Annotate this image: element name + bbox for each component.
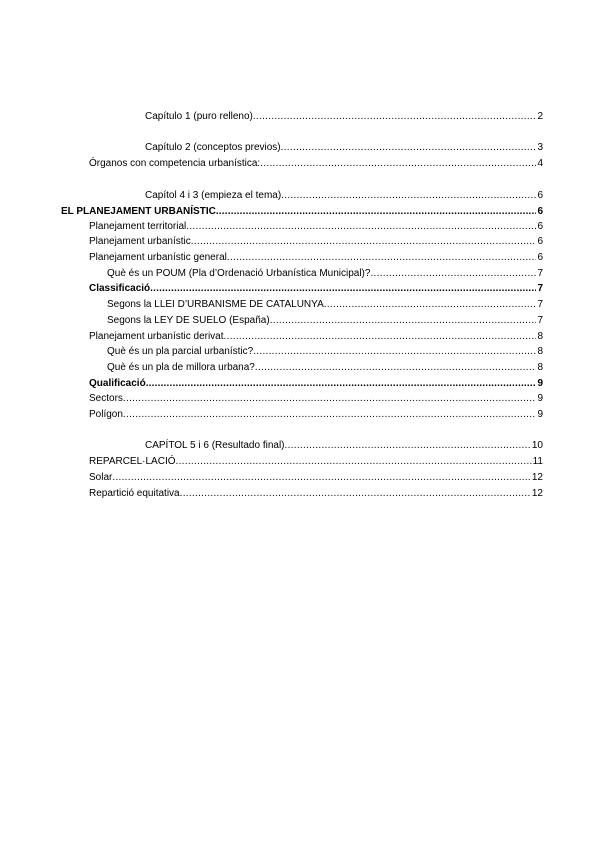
toc-entry-segons-ley-suelo[interactable]: [107, 314, 543, 328]
toc-entry-classificacio[interactable]: [89, 282, 543, 296]
toc-entry-pla-millora-urbana[interactable]: [107, 361, 543, 375]
toc-entry-label: Solar: [89, 472, 113, 483]
toc-entry-page-number: 11: [532, 456, 543, 467]
toc-entry-page-number: 9: [537, 409, 543, 420]
dot-leader: [370, 267, 536, 281]
dot-leader: [260, 157, 536, 171]
toc-entry-page-number: 6: [537, 221, 543, 232]
dot-leader: [176, 455, 532, 469]
toc-entry-capitulo-1[interactable]: [145, 110, 543, 124]
toc-entry-que-es-un-poum[interactable]: [107, 267, 543, 281]
toc-entry-reparcelacio[interactable]: [89, 455, 543, 469]
dot-leader: [255, 361, 537, 375]
dot-leader: [285, 439, 531, 453]
toc-entry-page-number: 9: [537, 393, 543, 404]
toc-entry-qualificacio[interactable]: [89, 377, 543, 391]
toc-entry-capitol-4-3[interactable]: [145, 189, 543, 203]
toc-entry-label: Planejament territorial: [89, 221, 187, 232]
toc-entry-capitulo-2[interactable]: [145, 141, 543, 155]
toc-entry-sectors[interactable]: [89, 392, 543, 406]
toc-entry-page-number: 6: [537, 206, 543, 217]
toc-entry-page-number: 7: [537, 268, 543, 279]
toc-entry-capitol-5-6[interactable]: [145, 439, 543, 453]
dot-leader: [270, 314, 537, 328]
toc-entry-label: Segons la LEY DE SUELO (España): [107, 315, 270, 326]
toc-entry-label: Órganos con competencia urbanística:: [89, 158, 261, 169]
toc-entry-page-number: 12: [531, 472, 543, 483]
toc-entry-label: Qualificació: [89, 378, 146, 389]
toc-entry-label: Segons la LLEI D’URBANISME DE CATALUNYA: [107, 299, 324, 310]
toc-entry-page-number: 7: [537, 299, 543, 310]
toc-entry-planejament-urbanistic-derivat[interactable]: [89, 330, 543, 344]
toc-entry-label: Classificació: [89, 283, 151, 294]
toc-entry-label: Capítulo 2 (conceptos previos): [145, 142, 281, 153]
toc-entry-label: EL PLANEJAMENT URBANÍSTIC: [61, 206, 216, 217]
dot-leader: [227, 251, 537, 265]
toc-entry-page-number: 7: [537, 315, 543, 326]
toc-entry-label: Què és un pla parcial urbanístic?: [107, 346, 254, 357]
dot-leader: [216, 205, 537, 219]
toc-entry-page-number: 2: [537, 111, 543, 122]
dot-leader: [180, 487, 531, 501]
toc-entry-label: Capítol 4 i 3 (empieza el tema): [145, 190, 282, 201]
toc-entry-planejament-territorial[interactable]: [89, 220, 543, 234]
toc-entry-label: Polígon: [89, 409, 123, 420]
dot-leader: [146, 377, 537, 391]
dot-leader: [324, 298, 537, 312]
toc-entry-label: REPARCEL·LACIÓ: [89, 456, 176, 467]
toc-entry-label: Planejament urbanístic derivat: [89, 331, 224, 342]
toc-entry-label: Planejament urbanístic general: [89, 252, 227, 263]
dot-leader: [191, 235, 537, 249]
dot-leader: [123, 408, 537, 422]
toc-entry-page-number: 7: [537, 283, 543, 294]
toc-entry-planejament-urbanistic[interactable]: [89, 235, 543, 249]
toc-entry-label: Què és un POUM (Pla d’Ordenació Urbanística Municipal)?: [107, 268, 371, 279]
dot-leader: [150, 282, 536, 296]
toc-entry-page-number: 3: [537, 142, 543, 153]
dot-leader: [281, 141, 537, 155]
toc-entry-planejament-urbanistic-general[interactable]: [89, 251, 543, 265]
dot-leader: [123, 392, 537, 406]
toc-entry-solar[interactable]: [89, 471, 543, 485]
toc-entry-page-number: 8: [537, 346, 543, 357]
dot-leader: [112, 471, 531, 485]
toc-entry-pla-parcial[interactable]: [107, 345, 543, 359]
toc-entry-reparticio-equitativa[interactable]: [89, 487, 543, 501]
toc-entry-label: Sectors: [89, 393, 123, 404]
dot-leader: [253, 110, 537, 124]
toc-entry-page-number: 6: [537, 190, 543, 201]
dot-leader: [186, 220, 536, 234]
toc-entry-page-number: 10: [531, 440, 543, 451]
toc-entry-page-number: 4: [537, 158, 543, 169]
toc-entry-segons-llei-urbanisme[interactable]: [107, 298, 543, 312]
toc-entry-page-number: 8: [537, 331, 543, 342]
toc-entry-page-number: 12: [531, 488, 543, 499]
toc-entry-poligon[interactable]: [89, 408, 543, 422]
toc-entry-page-number: 8: [537, 362, 543, 373]
dot-leader: [224, 330, 537, 344]
toc-entry-label: Capítulo 1 (puro relleno): [145, 111, 253, 122]
toc-entry-page-number: 6: [537, 236, 543, 247]
dot-leader: [253, 345, 536, 359]
toc-entry-label: Repartició equitativa: [89, 488, 180, 499]
toc-entry-page-number: 9: [537, 378, 543, 389]
toc-entry-organos[interactable]: [89, 157, 543, 171]
dot-leader: [281, 189, 536, 203]
toc-entry-label: Què és un pla de millora urbana?: [107, 362, 255, 373]
toc-entry-el-planejament-urbanistic[interactable]: [61, 205, 543, 219]
toc-entry-page-number: 6: [537, 252, 543, 263]
toc-entry-label: Planejament urbanístic: [89, 236, 191, 247]
toc-entry-label: CAPÍTOL 5 i 6 (Resultado final): [145, 440, 285, 451]
